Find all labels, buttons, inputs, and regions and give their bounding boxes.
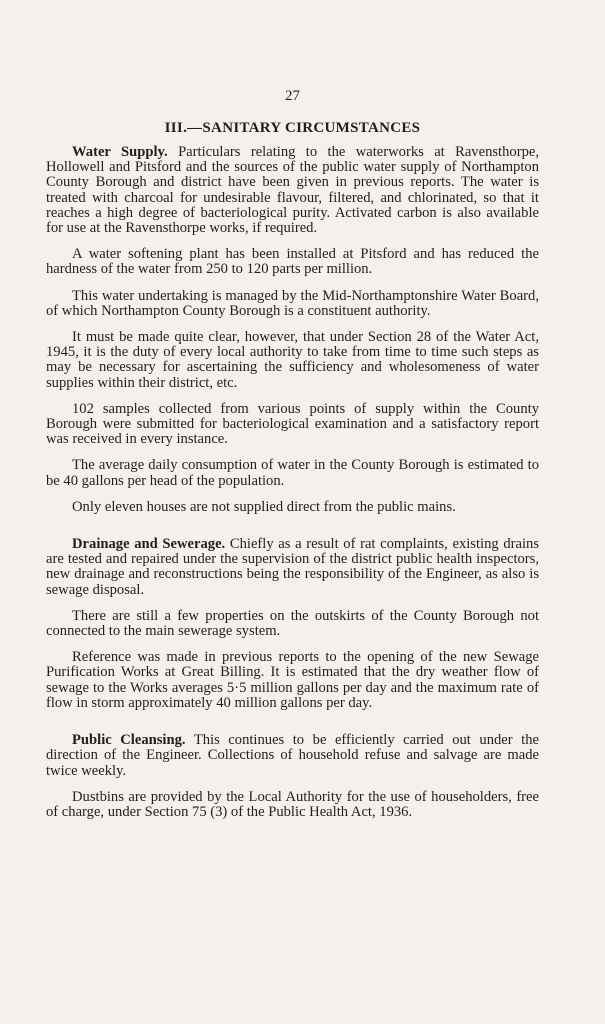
paragraph-consumption: [46, 458, 539, 488]
paragraph-text: It must be made quite clear, however, that under Section 28 of the Water Act, 1945, it is the duty of every local authority to take from time to time such steps as may be necessary for ascertaining the sufficiency and wholesomeness of water supplies within their district, etc.: [46, 329, 539, 391]
paragraph-water-supply: [46, 145, 539, 236]
document-page: [46, 88, 539, 831]
paragraph-text: There are still a few properties on the outskirts of the County Borough not connected to the main sewerage system.: [46, 607, 539, 640]
paragraph-text: Chiefly as a result of rat complaints, existing drains are tested and repaired under the supervision of the district public health inspectors, new drainage and reconstructions being the responsibility of the Engineer, as also is sewage disposal.: [46, 536, 539, 598]
paragraph-water-softening: [46, 247, 539, 277]
paragraph-outskirts: [46, 609, 539, 639]
subheading-water-supply: Water Supply.: [72, 144, 168, 160]
subheading-public-cleansing: Public Cleansing.: [72, 732, 186, 749]
paragraph-text: Particulars relating to the waterworks at Ravensthorpe, Hollowell and Pitsford and the sources of the public water supply of Northampton County Borough and district have been given in previous reports. The water is treated with charcoal for undesirable flavour, filtered, and chlorinated, so that it reaches a high degree of bacteriological purity. Activated carbon is also available for use at the Ravensthorpe works, if required.: [46, 144, 539, 237]
paragraph-water-act: [46, 330, 539, 391]
paragraph-mains: [46, 500, 539, 515]
paragraph-public-cleansing: [46, 733, 539, 779]
paragraph-text: 102 samples collected from various points of supply within the County Borough were submitted for bacteriological examination and a satisfactory report was received in every instance.: [46, 400, 539, 448]
paragraph-water-board: [46, 289, 539, 319]
paragraph-text: Reference was made in previous reports to the opening of the new Sewage Purification Works at Great Billing. It is estimated that the dry weather flow of sewage to the Works averages 5·5 million gallons per day and the maximum rate of flow in storm approximately 40 million gallons per day.: [46, 649, 539, 711]
paragraph-samples: [46, 402, 539, 448]
paragraph-dustbins: [46, 790, 539, 820]
paragraph-text: This water undertaking is managed by the Mid-Northamptonshire Water Board, of which Northampton County Borough is a constituent authority.: [46, 287, 539, 319]
paragraph-text: A water softening plant has been installed at Pitsford and has reduced the hardness of the water from 250 to 120 parts per million.: [46, 246, 539, 278]
paragraph-text: The average daily consumption of water in the County Borough is estimated to be 40 gallons per head of the population.: [46, 457, 539, 489]
page-number: 27: [285, 88, 300, 104]
paragraph-text: Dustbins are provided by the Local Authority for the use of householders, free of charge, under Section 75 (3) of the Public Health Act, 1936.: [46, 788, 539, 820]
paragraph-drainage-sewerage: [46, 537, 539, 598]
section-title: III.—SANITARY CIRCUMSTANCES: [164, 120, 421, 136]
paragraph-sewage-works: [46, 650, 539, 711]
paragraph-text: This continues to be efficiently carried out under the direction of the Engineer. Collections of household refuse and salvage are made twice weekly.: [46, 732, 539, 779]
subheading-drainage-sewerage: Drainage and Sewerage.: [72, 536, 226, 553]
paragraph-text: Only eleven houses are not supplied direct from the public mains.: [72, 498, 456, 515]
